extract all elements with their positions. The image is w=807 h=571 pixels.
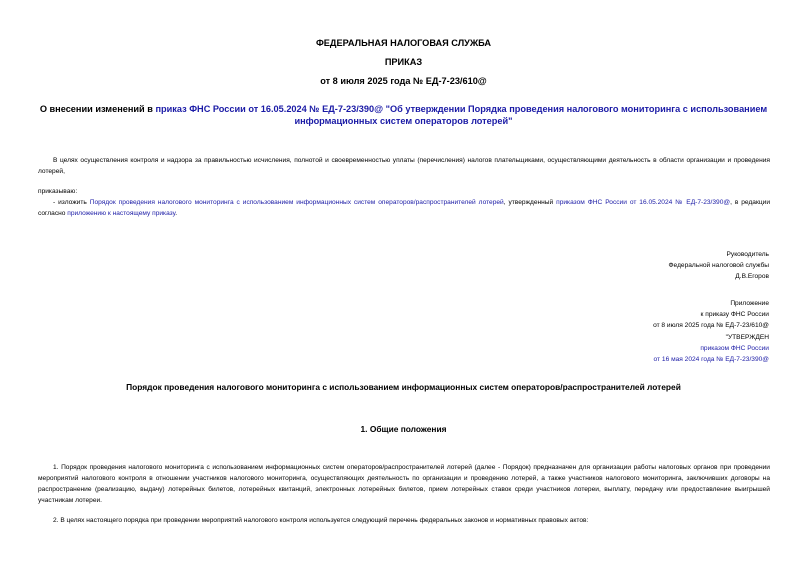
appendix-label: Приложение: [730, 300, 769, 307]
signature-name: Д.В.Егоров: [735, 273, 769, 281]
appendix-order-link[interactable]: приказом ФНС России: [700, 344, 769, 352]
appendix-date: от 8 июля 2025 года № ЕД-7-23/610@: [653, 322, 769, 330]
document-title: [30, 103, 777, 127]
agency-heading: ФЕДЕРАЛЬНАЯ НАЛОГОВАЯ СЛУЖБА: [315, 38, 492, 48]
appendix-to-order: к приказу ФНС России: [700, 311, 769, 319]
order-item-middle: , утвержденный: [503, 199, 557, 206]
order-item: [38, 197, 770, 219]
signature-agency: Федеральной налоговой службы: [668, 262, 769, 270]
appendix-block: [653, 298, 769, 365]
section-general-title: 1. Общие положения: [360, 424, 447, 434]
order-type-heading: ПРИКАЗ: [384, 57, 423, 67]
approving-order-link[interactable]: приказом ФНС России от 16.05.2024 № ЕД-7-23/390@: [556, 199, 731, 206]
appendix-link[interactable]: приложению к настоящему приказу: [67, 210, 176, 217]
preamble-paragraph: В целях осуществления контроля и надзора за правильностью исчисления, полнотой и своевременностью уплаты (перечисления) налогов плательщиками, осуществляющими деятельность в области организации и проведения лотерей,: [38, 157, 770, 175]
amended-order-link[interactable]: приказ ФНС России от 16.05.2024 № ЕД-7-23/390@ "Об утверждении Порядка проведения налогового мониторинга с использованием информационных систем операторов лотерей": [155, 104, 768, 126]
procedure-paragraph-2: 2. В целях настоящего порядка при проведении мероприятий налогового контроля используется следующий перечень федеральных законов и нормативных правовых актов:: [53, 517, 589, 524]
signature-block: [669, 249, 769, 283]
title-prefix: О внесении изменений в: [39, 104, 156, 114]
order-item-prefix: - изложить: [53, 199, 90, 206]
appendix-approved: "УТВЕРЖДЕН: [725, 333, 769, 341]
order-label: приказываю:: [38, 188, 78, 195]
order-date-number: от 8 июля 2025 года № ЕД-7-23/610@: [320, 76, 487, 86]
order-item-suffix: .: [175, 210, 178, 217]
procedure-link[interactable]: Порядок проведения налогового мониторинга с использованием информационных систем операторов/распространителей лотерей: [89, 199, 504, 206]
order-item-middle2: , в редакции согласно: [38, 199, 770, 217]
signature-position: Руководитель: [726, 251, 769, 258]
procedure-paragraph-1: 1. Порядок проведения налогового мониторинга с использованием информационных систем операторов/распространителей лотерей (далее - Порядок) предназначен для организации работы налоговых органов при проведении мероприятий налогового контроля в отношении участников налогового мониторинга, осуществляющих деятельность по организации и проведению лотерей, а также участников налогового мониторинга, заключивших договоры на распространение (реализацию, выдачу) лотерейных билетов, лотерейных квитанций, электронных лотерейных билетов, прием лотерейных ставок среди участников лотереи, выплату, передачу или предоставление выигрышей участникам лотереи.: [38, 464, 770, 504]
appendix-order-date-link[interactable]: от 16 мая 2024 года № ЕД-7-23/390@: [653, 356, 769, 364]
procedure-title: Порядок проведения налогового мониторинга с использованием информационных систем операторов/распространителей лотерей: [126, 382, 681, 392]
